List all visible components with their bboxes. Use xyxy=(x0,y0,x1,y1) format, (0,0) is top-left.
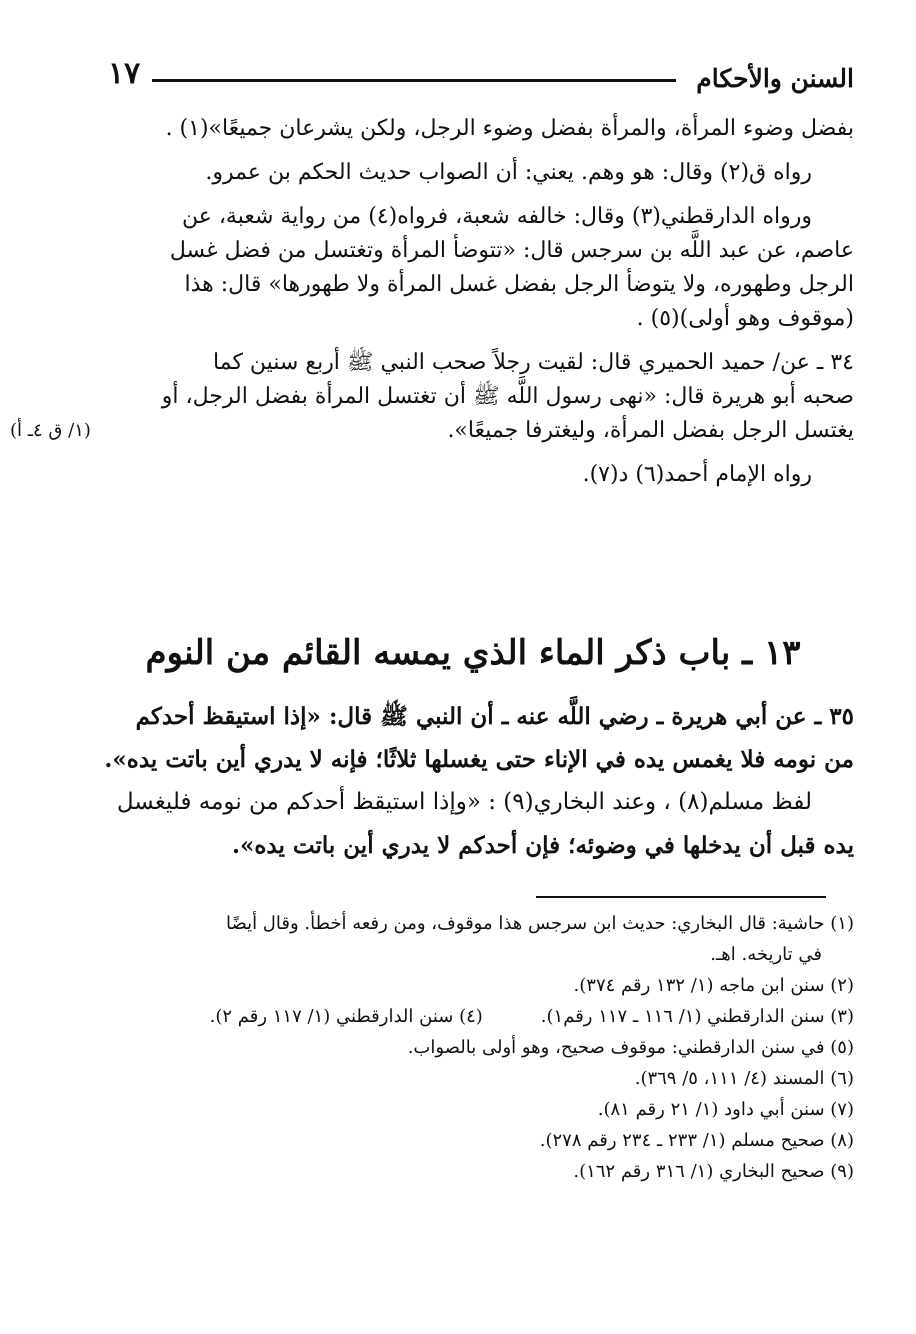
footnote-4: (٤) سنن الدارقطني (١/ ١١٧ رقم ٢). xyxy=(209,1006,483,1027)
hadith-35-text xyxy=(92,698,854,870)
text-line: الرجل وطهوره، ولا يتوضأ الرجل بفضل غسل المرأة ولا طهورها» قال: هذا xyxy=(184,272,854,297)
footnotes xyxy=(110,908,854,1187)
footnote-5: (٥) في سنن الدارقطني: موقوف صحيح، وهو أولى بالصواب. xyxy=(407,1037,854,1058)
text-line: من نومه فلا يغمس يده في الإناء حتى يغسلها ثلاثًا؛ فإنه لا يدري أين باتت يده». xyxy=(104,746,854,773)
text-line: يده قبل أن يدخلها في وضوئه؛ فإن أحدكم لا يدري أين باتت يده». xyxy=(231,832,854,859)
hadith-34-start: ٣٤ ـ عن/ حميد الحميري قال: لقيت رجلاً صحب النبي ﷺ أربع سنين كما xyxy=(213,350,854,375)
page-number: ١٧ xyxy=(108,56,141,91)
text-line: رواه ق(٢) وقال: هو وهم. يعني: أن الصواب حديث الحكم بن عمرو. xyxy=(205,160,812,185)
text-line: ورواه الدارقطني(٣) وقال: خالفه شعبة، فرواه(٤) من رواية شعبة، عن xyxy=(181,204,812,229)
header-rule xyxy=(152,79,676,82)
footnote-6: (٦) المسند (٤/ ١١١، ٥/ ٣٦٩). xyxy=(634,1068,854,1089)
footnote-3: (٣) سنن الدارقطني (١/ ١١٦ ـ ١١٧ رقم١). xyxy=(540,1006,854,1027)
text-line: رواه الإمام أحمد(٦) د(٧). xyxy=(582,462,812,487)
footnote-9: (٩) صحيح البخاري (١/ ٣١٦ رقم ١٦٢). xyxy=(573,1161,854,1182)
text-line: عاصم، عن عبد اللَّه بن سرجس قال: «تتوضأ المرأة وتغتسل من فضل غسل xyxy=(169,238,854,263)
main-text xyxy=(92,112,854,492)
text-line: يغتسل الرجل بفضل المرأة، وليغترفا جميعًا». xyxy=(447,418,854,443)
text-line: لفظ مسلم(٨) ، وعند البخاري(٩) : «وإذا استيقظ أحدكم من نومه فليغسل xyxy=(116,789,812,815)
footnote-2: (٢) سنن ابن ماجه (١/ ١٣٢ رقم ٣٧٤). xyxy=(573,975,854,996)
footnote-7: (٧) سنن أبي داود (١/ ٢١ رقم ٨١). xyxy=(597,1099,854,1120)
footnote-row-3-4 xyxy=(110,1001,854,1032)
text-line: صحبه أبو هريرة قال: «نهى رسول اللَّه ﷺ أن تغتسل المرأة بفضل الرجل، أو xyxy=(161,384,854,409)
footnote-1: (١) حاشية: قال البخاري: حديث ابن سرجس هذا موقوف، ومن رفعه أخطأ. وقال أيضًا xyxy=(225,913,854,934)
footnote-8: (٨) صحيح مسلم (١/ ٢٣٣ ـ ٢٣٤ رقم ٢٧٨). xyxy=(539,1130,854,1151)
manuscript-folio-reference: (١/ ق ٤ـ أ) xyxy=(10,420,91,441)
running-header xyxy=(108,52,854,92)
chapter-heading: ١٣ ـ باب ذكر الماء الذي يمسه القائم من النوم xyxy=(145,633,801,673)
footnote-separator xyxy=(536,896,826,898)
text-line: بفضل وضوء المرأة، والمرأة بفضل وضوء الرجل، ولكن يشرعان جميعًا»(١) . xyxy=(165,116,854,141)
hadith-35-start: ٣٥ ـ عن أبي هريرة ـ رضي اللَّه عنه ـ أن النبي ﷺ قال: «إذا استيقظ أحدكم xyxy=(135,703,854,730)
running-title: السنن والأحكام xyxy=(696,64,854,93)
text-line: (موقوف وهو أولى)(٥) . xyxy=(636,306,854,331)
footnote-1-continued: في تاريخه. اهـ. xyxy=(710,944,822,965)
